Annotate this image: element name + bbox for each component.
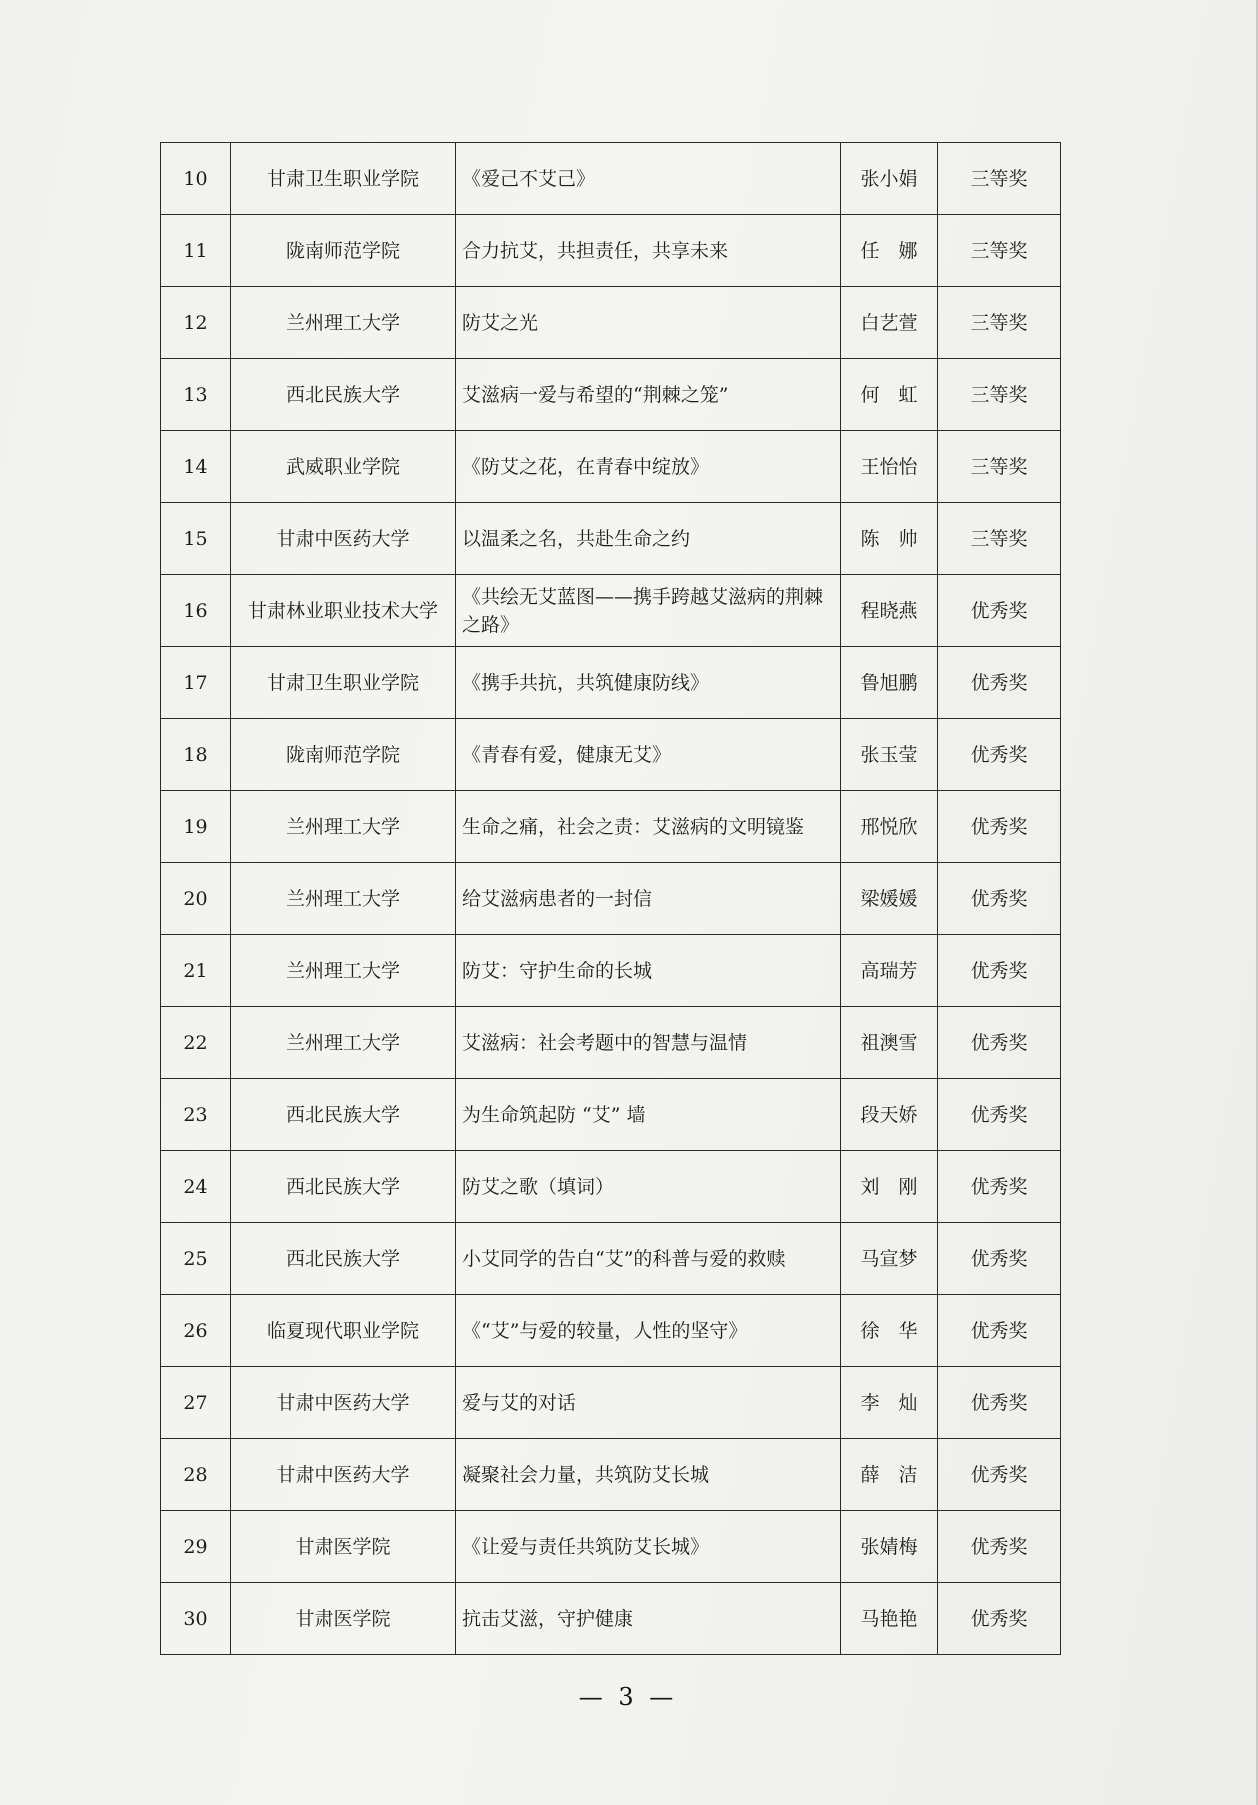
work-title: 爱与艾的对话 (456, 1367, 841, 1439)
work-title: 《携手共抗，共筑健康防线》 (456, 647, 841, 719)
entry-number: 28 (161, 1439, 231, 1511)
entry-number: 23 (161, 1079, 231, 1151)
school-name: 武威职业学院 (231, 431, 456, 503)
entry-number: 13 (161, 359, 231, 431)
award-list-body (161, 143, 1061, 1655)
entry-number: 24 (161, 1151, 231, 1223)
table-row (161, 863, 1061, 935)
entry-number: 17 (161, 647, 231, 719)
award-level: 优秀奖 (938, 1511, 1061, 1583)
entry-number: 20 (161, 863, 231, 935)
work-title: 凝聚社会力量，共筑防艾长城 (456, 1439, 841, 1511)
award-level: 优秀奖 (938, 1295, 1061, 1367)
school-name: 临夏现代职业学院 (231, 1295, 456, 1367)
award-level: 优秀奖 (938, 935, 1061, 1007)
table-row (161, 719, 1061, 791)
entry-number: 14 (161, 431, 231, 503)
school-name: 甘肃中医药大学 (231, 1439, 456, 1511)
award-level: 三等奖 (938, 287, 1061, 359)
work-title: 小艾同学的告白“艾”的科普与爱的救赎 (456, 1223, 841, 1295)
entry-number: 26 (161, 1295, 231, 1367)
work-title: 防艾之光 (456, 287, 841, 359)
author-name: 张婧梅 (841, 1511, 938, 1583)
school-name: 甘肃卫生职业学院 (231, 143, 456, 215)
work-title: 《爱己不艾己》 (456, 143, 841, 215)
school-name: 陇南师范学院 (231, 719, 456, 791)
author-name: 张小娟 (841, 143, 938, 215)
entry-number: 21 (161, 935, 231, 1007)
author-name: 程晓燕 (841, 575, 938, 647)
award-level: 优秀奖 (938, 1583, 1061, 1655)
school-name: 甘肃林业职业技术大学 (231, 575, 456, 647)
school-name: 兰州理工大学 (231, 863, 456, 935)
entry-number: 29 (161, 1511, 231, 1583)
work-title: 艾滋病一爱与希望的“荆棘之笼” (456, 359, 841, 431)
award-level: 三等奖 (938, 431, 1061, 503)
school-name: 西北民族大学 (231, 1151, 456, 1223)
school-name: 兰州理工大学 (231, 935, 456, 1007)
author-name: 祖澳雪 (841, 1007, 938, 1079)
work-title: 《“艾”与爱的较量，人性的坚守》 (456, 1295, 841, 1367)
work-title: 《共绘无艾蓝图——携手跨越艾滋病的荆棘之路》 (456, 575, 841, 647)
author-name: 马宣梦 (841, 1223, 938, 1295)
author-name: 陈 帅 (841, 503, 938, 575)
school-name: 西北民族大学 (231, 359, 456, 431)
award-list-table (160, 142, 1061, 1655)
work-title: 艾滋病：社会考题中的智慧与温情 (456, 1007, 841, 1079)
award-level: 优秀奖 (938, 1007, 1061, 1079)
author-name: 徐 华 (841, 1295, 938, 1367)
award-level: 优秀奖 (938, 1151, 1061, 1223)
award-level: 优秀奖 (938, 719, 1061, 791)
work-title: 以温柔之名，共赴生命之约 (456, 503, 841, 575)
author-name: 何 虹 (841, 359, 938, 431)
table-row (161, 431, 1061, 503)
award-level: 三等奖 (938, 359, 1061, 431)
entry-number: 16 (161, 575, 231, 647)
table-row (161, 647, 1061, 719)
work-title: 《让爱与责任共筑防艾长城》 (456, 1511, 841, 1583)
award-level: 三等奖 (938, 215, 1061, 287)
table-row (161, 503, 1061, 575)
table-row (161, 1367, 1061, 1439)
page-number: — 3 — (578, 1683, 678, 1711)
work-title: 合力抗艾，共担责任，共享未来 (456, 215, 841, 287)
school-name: 兰州理工大学 (231, 791, 456, 863)
table-row (161, 1295, 1061, 1367)
award-level: 优秀奖 (938, 575, 1061, 647)
table-row (161, 1223, 1061, 1295)
award-level: 优秀奖 (938, 647, 1061, 719)
author-name: 白艺萱 (841, 287, 938, 359)
table-row (161, 287, 1061, 359)
entry-number: 25 (161, 1223, 231, 1295)
award-level: 优秀奖 (938, 863, 1061, 935)
award-list-table-container (160, 142, 1060, 1655)
school-name: 西北民族大学 (231, 1223, 456, 1295)
entry-number: 30 (161, 1583, 231, 1655)
school-name: 兰州理工大学 (231, 287, 456, 359)
award-level: 三等奖 (938, 503, 1061, 575)
award-level: 优秀奖 (938, 1223, 1061, 1295)
entry-number: 11 (161, 215, 231, 287)
school-name: 兰州理工大学 (231, 1007, 456, 1079)
table-row (161, 359, 1061, 431)
school-name: 西北民族大学 (231, 1079, 456, 1151)
table-row (161, 935, 1061, 1007)
school-name: 陇南师范学院 (231, 215, 456, 287)
award-level: 优秀奖 (938, 1079, 1061, 1151)
school-name: 甘肃中医药大学 (231, 1367, 456, 1439)
table-row (161, 1007, 1061, 1079)
table-row (161, 575, 1061, 647)
author-name: 任 娜 (841, 215, 938, 287)
table-row (161, 1511, 1061, 1583)
work-title: 为生命筑起防 “艾” 墙 (456, 1079, 841, 1151)
author-name: 张玉莹 (841, 719, 938, 791)
work-title: 防艾之歌（填词） (456, 1151, 841, 1223)
school-name: 甘肃中医药大学 (231, 503, 456, 575)
work-title: 抗击艾滋，守护健康 (456, 1583, 841, 1655)
work-title: 生命之痛，社会之责：艾滋病的文明镜鉴 (456, 791, 841, 863)
award-level: 优秀奖 (938, 1439, 1061, 1511)
entry-number: 19 (161, 791, 231, 863)
table-row (161, 215, 1061, 287)
entry-number: 18 (161, 719, 231, 791)
school-name: 甘肃医学院 (231, 1511, 456, 1583)
entry-number: 10 (161, 143, 231, 215)
work-title: 《防艾之花，在青春中绽放》 (456, 431, 841, 503)
author-name: 李 灿 (841, 1367, 938, 1439)
author-name: 鲁旭鹏 (841, 647, 938, 719)
work-title: 《青春有爱，健康无艾》 (456, 719, 841, 791)
school-name: 甘肃卫生职业学院 (231, 647, 456, 719)
author-name: 高瑞芳 (841, 935, 938, 1007)
table-row (161, 1439, 1061, 1511)
author-name: 刘 刚 (841, 1151, 938, 1223)
work-title: 防艾：守护生命的长城 (456, 935, 841, 1007)
table-row (161, 1151, 1061, 1223)
award-level: 优秀奖 (938, 1367, 1061, 1439)
entry-number: 27 (161, 1367, 231, 1439)
table-row (161, 143, 1061, 215)
entry-number: 15 (161, 503, 231, 575)
author-name: 邢悦欣 (841, 791, 938, 863)
award-level: 优秀奖 (938, 791, 1061, 863)
entry-number: 22 (161, 1007, 231, 1079)
table-row (161, 1583, 1061, 1655)
table-row (161, 1079, 1061, 1151)
author-name: 梁媛媛 (841, 863, 938, 935)
author-name: 王怡怡 (841, 431, 938, 503)
author-name: 马艳艳 (841, 1583, 938, 1655)
author-name: 段天娇 (841, 1079, 938, 1151)
school-name: 甘肃医学院 (231, 1583, 456, 1655)
award-level: 三等奖 (938, 143, 1061, 215)
table-row (161, 791, 1061, 863)
author-name: 薛 洁 (841, 1439, 938, 1511)
entry-number: 12 (161, 287, 231, 359)
work-title: 给艾滋病患者的一封信 (456, 863, 841, 935)
